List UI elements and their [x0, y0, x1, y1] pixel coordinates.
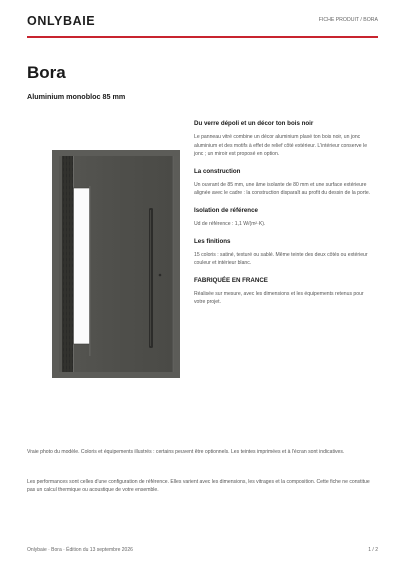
product-title: Bora	[27, 63, 66, 82]
photo-note: Vraie photo du modèle. Coloris et équipements illustrés : certains peuvent être optionnels. Les teintes imprimées et à l'écran sont indicatives.	[27, 449, 345, 455]
breadcrumb: FICHE PRODUIT / BORA	[318, 17, 378, 23]
section-heading: FABRIQUÉE EN FRANCE	[194, 276, 268, 284]
bar-handle-icon	[149, 208, 153, 348]
lock-cylinder-icon	[159, 274, 162, 277]
product-subtitle: Aluminium monobloc 85 mm	[27, 92, 126, 101]
page-header	[27, 14, 378, 36]
footer-edition: Onlybaie · Bora · Édition du 13 septembre 2026	[27, 547, 133, 553]
performance-note: Les performances sont celles d'une configuration de référence. Elles varient avec les dimensions, les vitrages et la composition. Cette fiche ne constitue pas un calcul thermique ou acoustique de votre ensemble.	[27, 478, 370, 494]
section-heading: Du verre dépoli et un décor ton bois noir	[194, 120, 314, 127]
section-body: Réalisée sur mesure, avec les dimensions et les équipements retenus pour votre projet.	[194, 290, 364, 306]
section-made-in-france	[194, 277, 376, 307]
section-heading: La construction	[194, 167, 241, 175]
glass-jonc	[90, 186, 91, 356]
section-insulation	[194, 207, 376, 229]
disclaimer-notes	[27, 448, 378, 516]
section-finishes	[194, 238, 376, 268]
section-construction	[194, 168, 376, 198]
handle-highlight	[150, 210, 151, 346]
description-column	[194, 120, 376, 316]
brand-logo: ONLYBAIE	[27, 14, 96, 28]
door-photo	[52, 150, 180, 378]
section-glass-decor	[194, 120, 376, 159]
section-body: Un ouvrant de 85 mm, une âme isolante de 80 mm et une surface extérieure alignée avec le cadre : la construction disparaît au profit du dessin de la porte.	[194, 181, 371, 197]
wood-decor-strip	[62, 156, 73, 372]
section-body: 15 coloris : satiné, texturé ou sablé. Même teinte des deux côtés ou extérieur couleur et intérieur blanc.	[194, 251, 368, 267]
header-divider	[27, 36, 378, 38]
section-heading: Isolation de référence	[194, 206, 258, 214]
section-heading: Les finitions	[194, 237, 231, 245]
section-body: Ud de référence : 1,1 W/(m²·K).	[194, 220, 266, 227]
section-body: Le panneau vitré combine un décor aluminium plaxé ton bois noir, un jonc aluminium et des motifs à effet de relief côté extérieur. L'intérieur conserve le jonc ; un miroir est proposé en option.	[194, 134, 368, 158]
door-illustration	[52, 150, 180, 378]
page-number: 1 / 2	[368, 547, 378, 553]
frosted-glass	[74, 188, 90, 344]
